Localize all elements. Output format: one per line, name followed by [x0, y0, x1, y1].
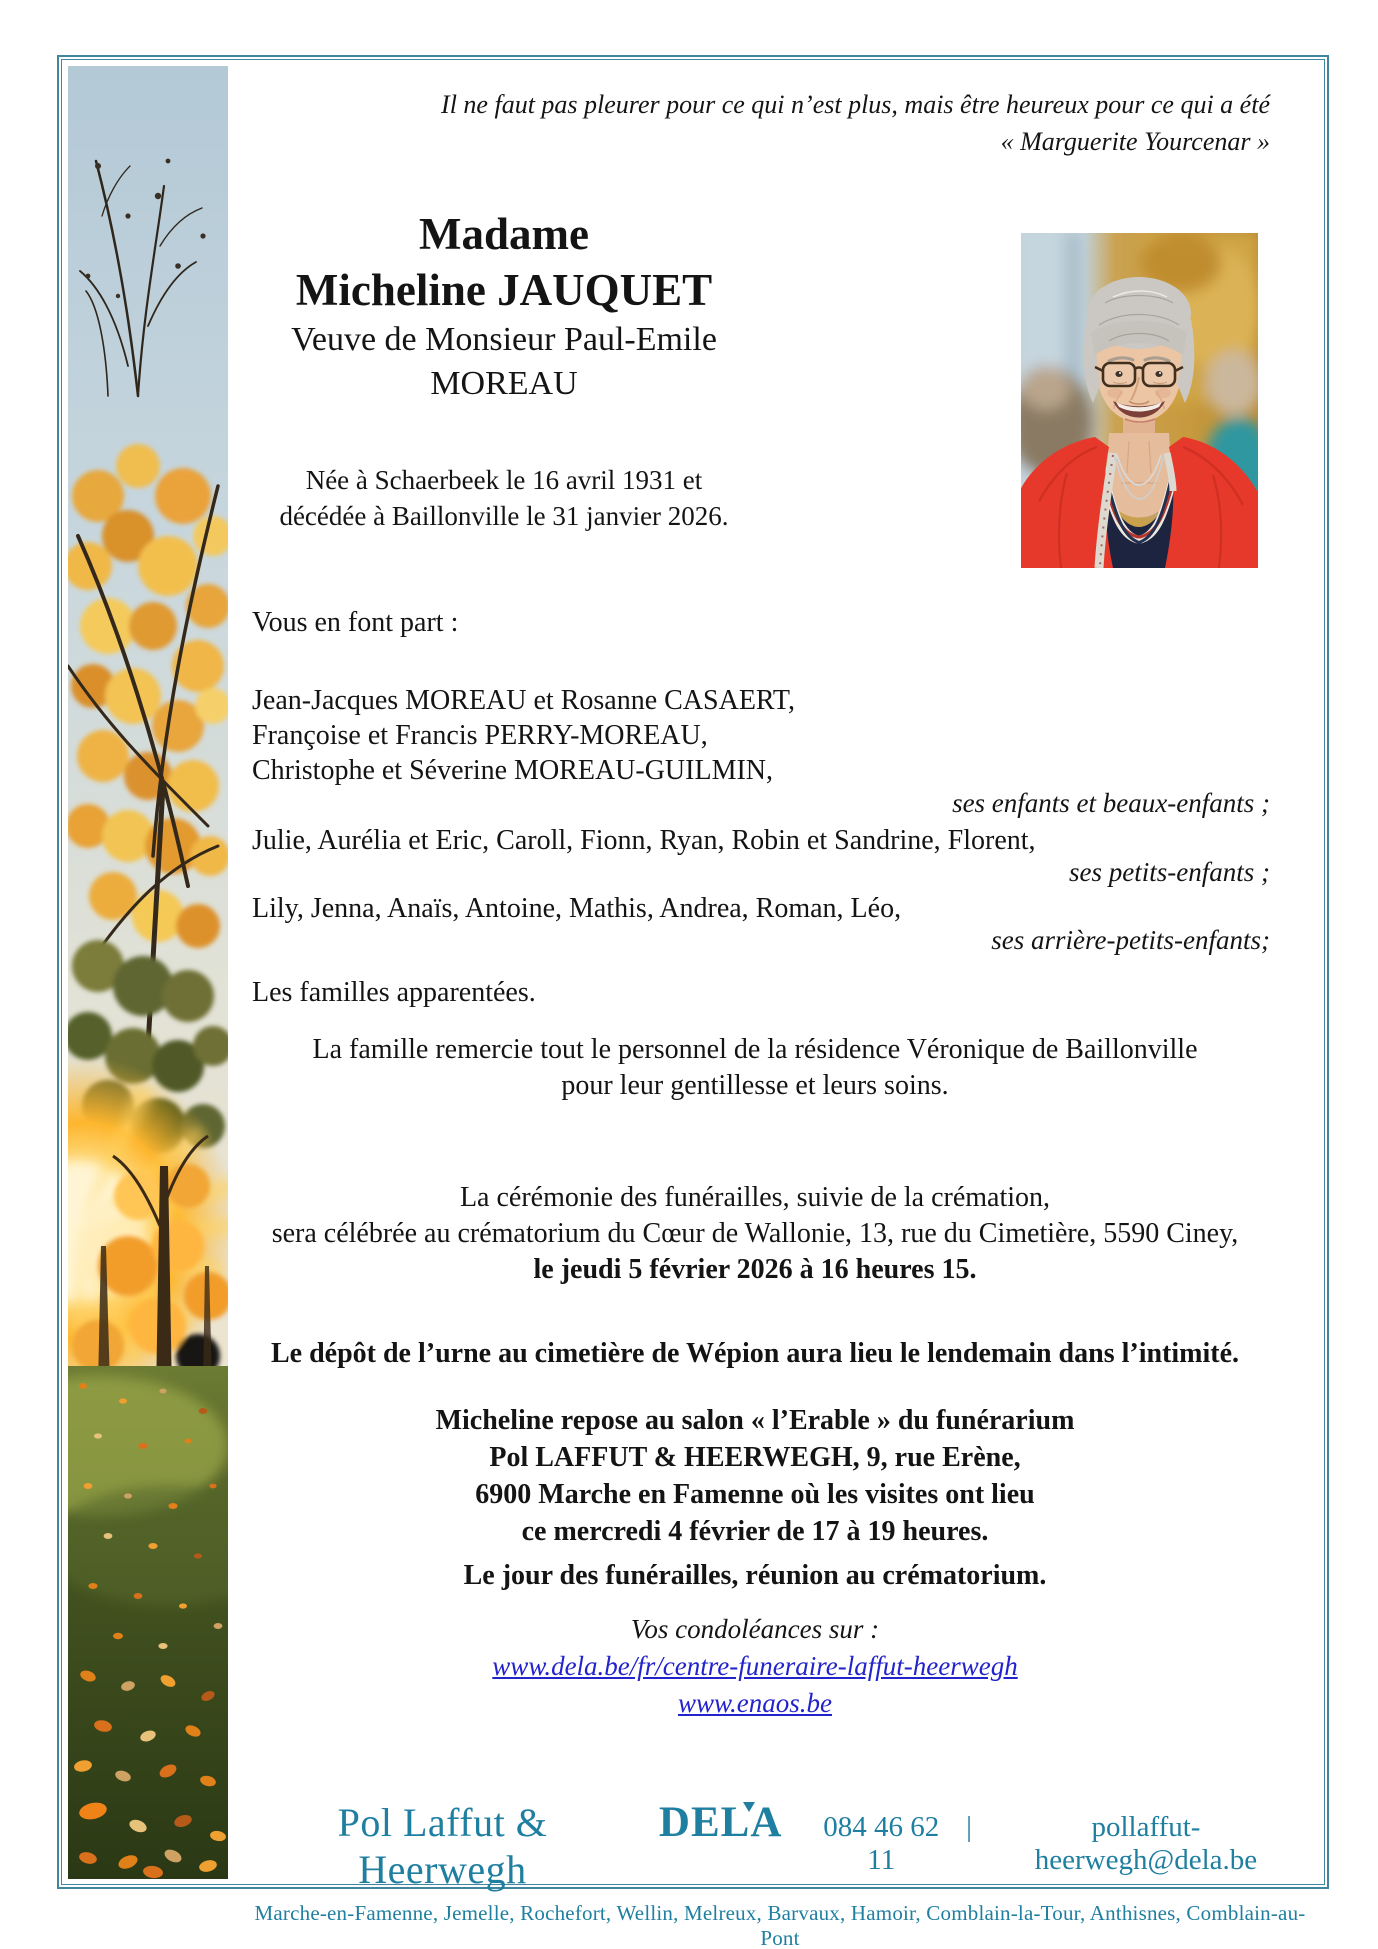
thanks-line: La famille remercie tout le personnel de la résidence Véronique de Baillonville	[312, 1034, 1198, 1065]
thanks-line: pour leur gentillesse et leurs soins.	[561, 1070, 949, 1101]
ceremony-line: La cérémonie des funérailles, suivie de la crémation,	[459, 1182, 1051, 1213]
children-line: Jean-Jacques MOREAU et Rosanne CASAERT,	[252, 685, 795, 716]
footer-locations: Marche-en-Famenne, Jemelle, Rochefort, Wellin, Melreux, Barvaux, Hamoir, Comblain-la-Tour, Anthisnes, Comblain-au-Pont	[254, 1901, 1306, 1949]
ceremony-line: sera célébrée au crématorium du Cœur de Wallonie, 13, rue du Cimetière, 5590 Ciney,	[271, 1218, 1239, 1249]
quote-attribution: « Marguerite Yourcenar »	[1000, 127, 1270, 156]
repose-line: 6900 Marche en Famenne où les visites ont lieu	[475, 1479, 1035, 1510]
deceased-portrait-photo	[1021, 233, 1258, 568]
condolences-link-dela[interactable]: www.dela.be/fr/centre-funeraire-laffut-heerwegh	[492, 1651, 1018, 1681]
footer-separator: |	[966, 1811, 972, 1843]
grandchildren-kinship-label: ses petits-enfants ;	[1069, 857, 1270, 887]
deceased-widow-line: Veuve de Monsieur Paul-Emile MOREAU	[291, 321, 717, 402]
birth-line: Née à Schaerbeek le 16 avril 1931 et	[305, 465, 703, 495]
quote-line: Il ne faut pas pleurer pour ce qui n’est plus, mais être heureux pour ce qui a été	[441, 90, 1270, 119]
ceremony-block	[240, 1180, 1270, 1288]
condolences-link-enaos[interactable]: www.enaos.be	[678, 1688, 832, 1718]
footer-email: pollaffut-heerwegh@dela.be	[1034, 1811, 1258, 1876]
repose-line: ce mercredi 4 février de 17 à 19 heures.	[521, 1516, 989, 1547]
ceremony-datetime: le jeudi 5 février 2026 à 16 heures 15.	[533, 1254, 977, 1285]
deceased-title-block	[230, 206, 778, 406]
related-families-line: Les familles apparentées.	[252, 977, 536, 1008]
children-line: Françoise et Francis PERRY-MOREAU,	[252, 720, 708, 751]
children-list	[252, 683, 795, 788]
repose-line: Micheline repose au salon « l’Erable » du funérarium	[435, 1405, 1075, 1436]
footer-brand-row	[250, 1798, 1310, 1893]
children-kinship-label: ses enfants et beaux-enfants ;	[952, 788, 1270, 818]
announcement-intro: Vous en font part :	[252, 607, 459, 638]
urn-deposit-line: Le dépôt de l’urne au cimetière de Wépion aura lieu le lendemain dans l’intimité.	[270, 1338, 1240, 1369]
death-line: décédée à Baillonville le 31 janvier 2026.	[279, 501, 729, 531]
footer-phone: 084 46 62 11	[823, 1811, 940, 1876]
funeral-reunion-line: Le jour des funérailles, réunion au crématorium.	[463, 1560, 1047, 1591]
autumn-trees-sidebar-image	[68, 66, 228, 1879]
funeral-home-name: Pol Laffut & Heerwegh	[337, 1800, 548, 1892]
repose-line: Pol LAFFUT & HEERWEGH, 9, rue Erène,	[489, 1442, 1021, 1473]
opening-quote	[240, 86, 1270, 160]
deceased-civility: Madame	[419, 209, 589, 259]
birth-death-block	[230, 462, 778, 534]
dela-logo	[659, 1798, 782, 1847]
great-grandchildren-list: Lily, Jenna, Anaïs, Antoine, Mathis, Andrea, Roman, Léo,	[252, 893, 902, 924]
deceased-name: Micheline JAUQUET	[295, 265, 713, 315]
children-line: Christophe et Séverine MOREAU-GUILMIN,	[252, 755, 774, 786]
dela-logo-mark	[743, 1802, 755, 1812]
condolences-block	[240, 1611, 1270, 1722]
grandchildren-list: Julie, Aurélia et Eric, Caroll, Fionn, Ryan, Robin et Sandrine, Florent,	[252, 825, 1036, 856]
thanks-block	[240, 1032, 1270, 1104]
great-grandchildren-kinship-label: ses arrière-petits-enfants;	[991, 925, 1270, 955]
repose-block	[240, 1402, 1270, 1550]
dela-logo-text: DELA	[658, 1799, 783, 1846]
funeral-home-footer	[250, 1798, 1310, 1949]
condolences-label: Vos condoléances sur :	[630, 1614, 880, 1644]
footer-contact	[806, 1811, 1310, 1877]
